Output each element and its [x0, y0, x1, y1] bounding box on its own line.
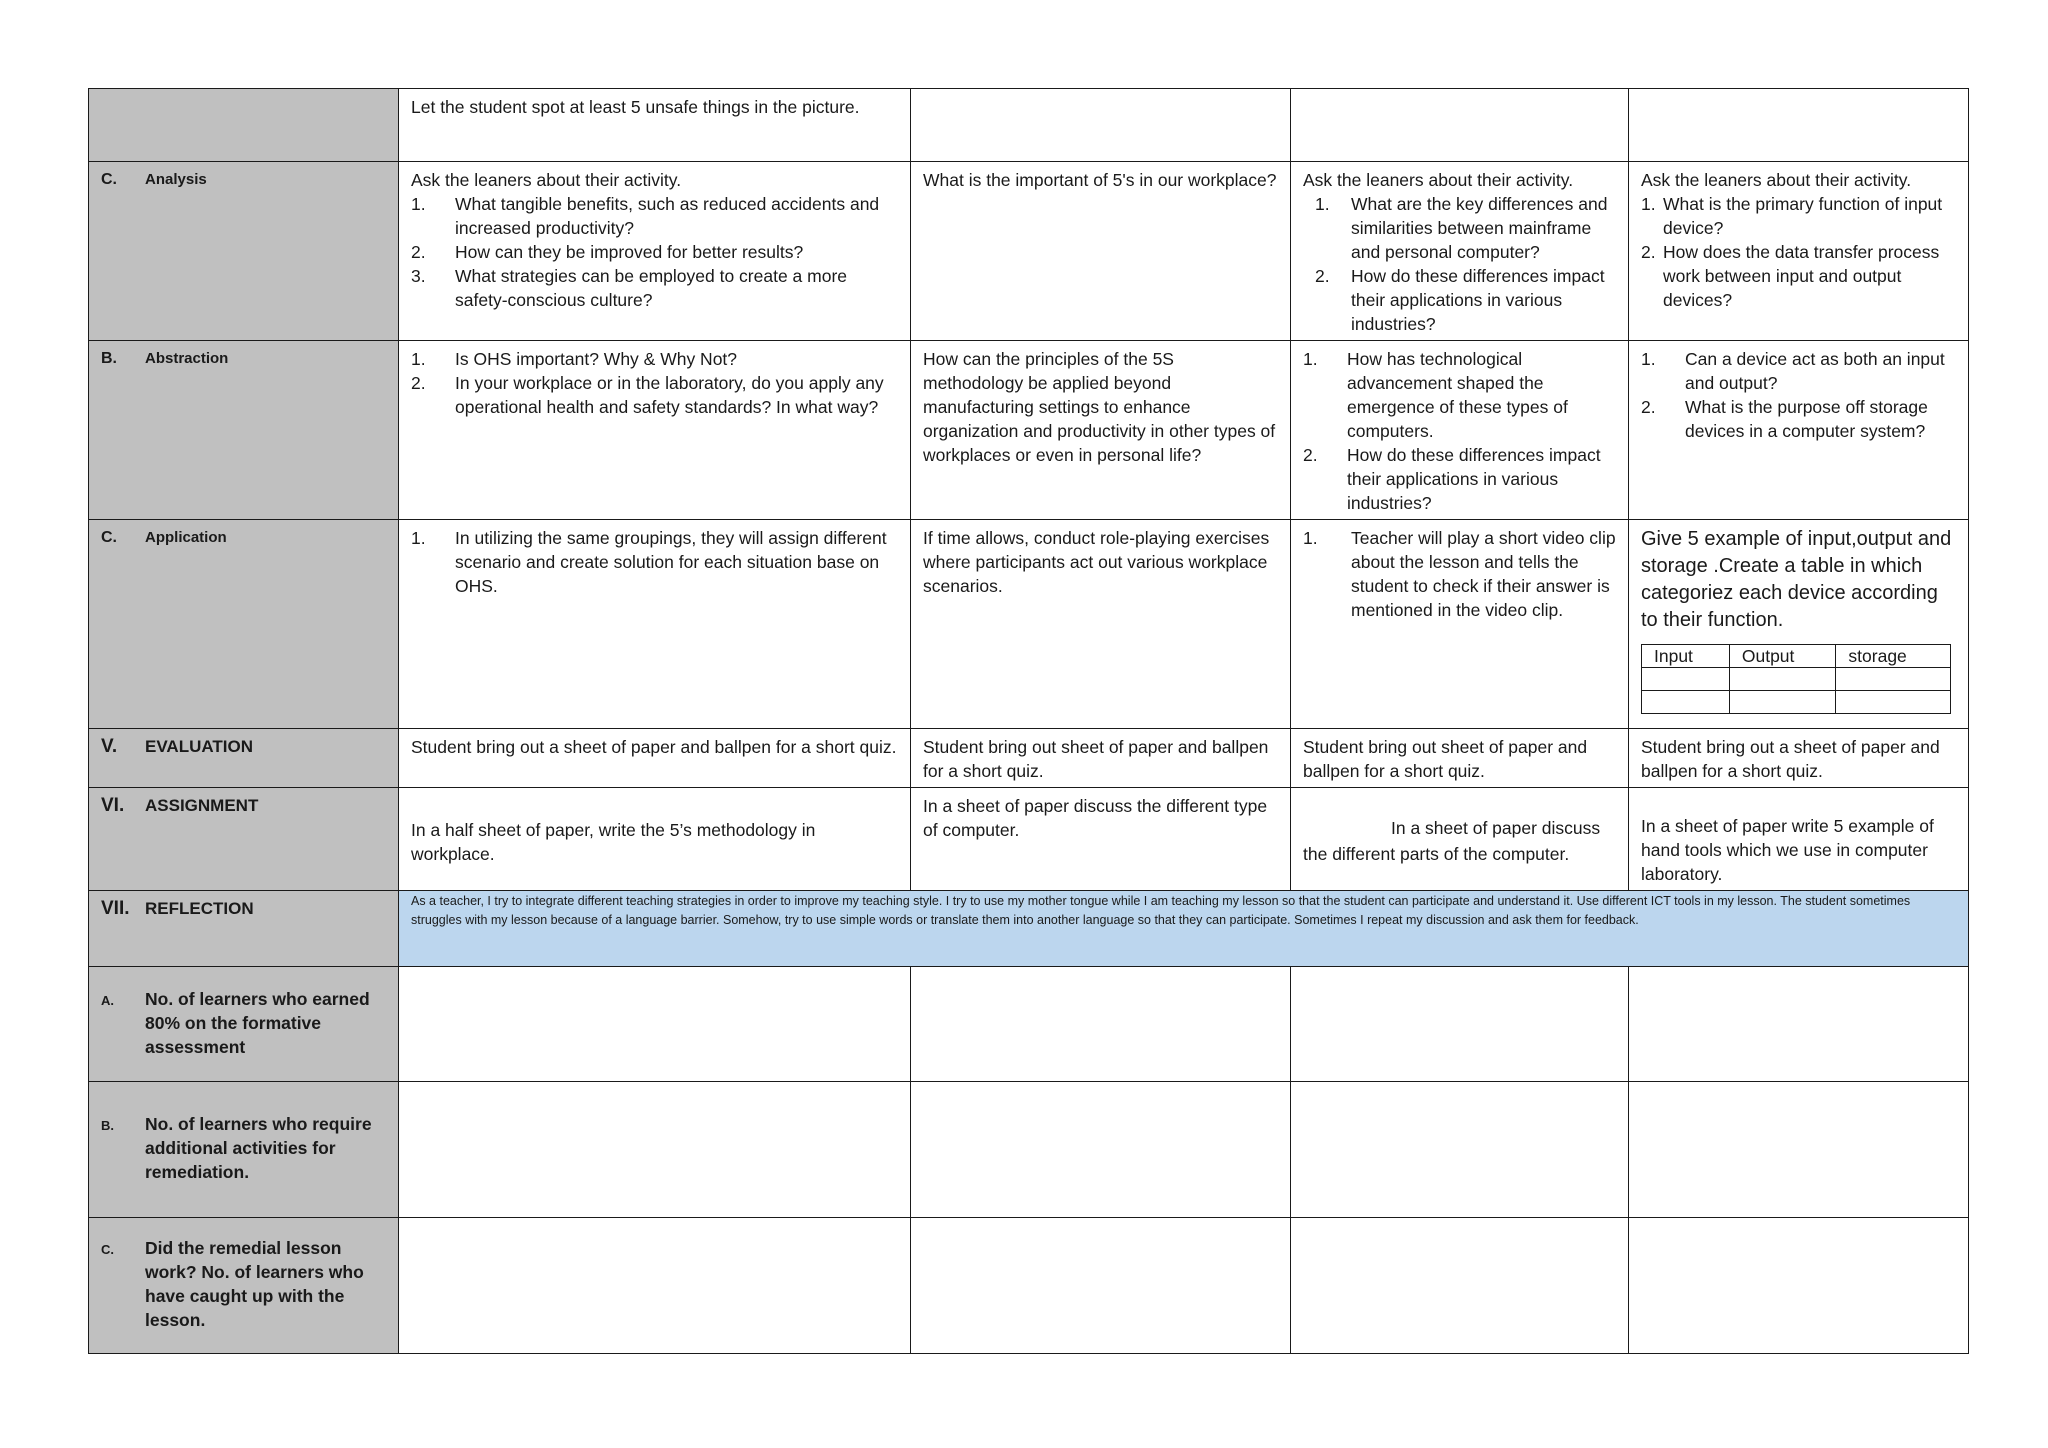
activity-row [89, 89, 1969, 162]
assignment-cell-day1 [399, 788, 911, 891]
remedial-work-label-cell [89, 1218, 399, 1354]
item-number: 1. [1315, 194, 1330, 214]
list-item [1303, 443, 1616, 515]
assignment-text: In a sheet of paper discuss the different type of computer. [923, 796, 1268, 840]
assignment-text: In a half sheet of paper, write the 5’s methodology in workplace. [411, 820, 816, 864]
item-text: Teacher will play a short video clip about the lesson and tells the student to check if their answer is mentioned in the video clip. [1351, 528, 1616, 620]
abstraction-cell-day4 [1629, 341, 1969, 520]
column-header: Output [1729, 645, 1836, 668]
item-number: 1. [411, 194, 426, 214]
table-cell [911, 1218, 1291, 1354]
table-cell [1642, 691, 1730, 714]
activity-cell-day3 [1291, 89, 1629, 162]
abstraction-row [89, 341, 1969, 520]
assignment-cell-day3 [1291, 788, 1629, 891]
table-cell [1729, 668, 1836, 691]
evaluation-text: Student bring out sheet of paper and ballpen for a short quiz. [1303, 737, 1588, 781]
item-text: What strategies can be employed to create a more safety-conscious culture? [455, 266, 848, 310]
reflection-text: As a teacher, I try to integrate different teaching strategies in order to improve my teaching style. I try to use my mother tongue while I am teaching my lesson so that the student can participate and understand it. Use different ICT tools in my lesson. The student sometimes struggles with my lesson because of a language barrier. Somehow, try to use simple words or translate them into another language so that they can participate. Sometimes I repeat my discussion and ask them for feedback. [411, 894, 1911, 927]
assignment-cell-day2 [911, 788, 1291, 891]
row-label-empty [89, 89, 399, 162]
table-cell [399, 1218, 911, 1354]
assignment-label-cell [89, 788, 399, 891]
application-cell-day1 [399, 520, 911, 729]
evaluation-cell-day2 [911, 729, 1291, 788]
row-letter: C. [101, 171, 117, 188]
table-cell [1629, 1082, 1969, 1218]
evaluation-text: Student bring out sheet of paper and ballpen for a short quiz. [923, 737, 1269, 781]
application-cell-day2 [911, 520, 1291, 729]
analysis-cell-day4 [1629, 162, 1969, 341]
analysis-cell-day1 [399, 162, 911, 341]
table-cell [911, 1082, 1291, 1218]
list-item [1641, 395, 1956, 443]
item-number: 2. [1641, 242, 1656, 262]
item-text: What are the key differences and similarities between mainframe and personal computer? [1351, 194, 1608, 262]
assignment-cell-day4 [1629, 788, 1969, 891]
row-letter: A. [101, 993, 114, 1008]
item-number: 1. [1303, 528, 1318, 548]
analysis-intro: Ask the leaners about their activity. [1641, 170, 1912, 190]
item-number: 2. [1641, 397, 1656, 417]
row-label: EVALUATION [145, 737, 253, 756]
table-cell [1836, 691, 1951, 714]
column-header: Input [1642, 645, 1730, 668]
activity-cell-day2 [911, 89, 1291, 162]
row-letter: B. [101, 1118, 114, 1133]
list-item [411, 192, 898, 240]
list-item [1315, 264, 1616, 336]
analysis-text: What is the important of 5's in our workplace? [923, 170, 1277, 190]
table-cell [1836, 668, 1951, 691]
table-cell [1629, 1218, 1969, 1354]
evaluation-row [89, 729, 1969, 788]
activity-cell-day4 [1629, 89, 1969, 162]
item-text: What is the primary function of input device? [1663, 194, 1943, 238]
evaluation-text: Student bring out a sheet of paper and ballpen for a short quiz. [1641, 737, 1940, 781]
list-item [1303, 526, 1616, 622]
column-header: storage [1836, 645, 1951, 668]
abstraction-label-cell [89, 341, 399, 520]
table-cell [1642, 668, 1730, 691]
evaluation-label-cell [89, 729, 399, 788]
analysis-cell-day2 [911, 162, 1291, 341]
row-roman: V. [101, 736, 118, 757]
table-cell [399, 967, 911, 1082]
item-number: 1. [1303, 349, 1318, 369]
item-number: 1. [1641, 349, 1656, 369]
learners-80-row [89, 967, 1969, 1082]
row-letter: B. [101, 350, 117, 367]
list-item [411, 264, 898, 312]
table-cell [399, 1082, 911, 1218]
item-text: Can a device act as both an input and output? [1685, 349, 1945, 393]
item-text: How has technological advancement shaped the emergence of these types of computers. [1347, 349, 1568, 441]
assignment-text-line1: In a sheet of paper discuss [1391, 818, 1601, 838]
analysis-row [89, 162, 1969, 341]
item-text: How does the data transfer process work between input and output devices? [1663, 242, 1940, 310]
item-text: Is OHS important? Why & Why Not? [455, 349, 738, 369]
row-roman: VII. [101, 898, 130, 919]
item-number: 2. [1303, 445, 1318, 465]
item-text: What is the purpose off storage devices in a computer system? [1685, 397, 1928, 441]
item-number: 1. [411, 528, 426, 548]
abstraction-text: How can the principles of the 5S methodology be applied beyond manufacturing settings to enhance organization and productivity in other types of workplaces or even in personal life? [923, 349, 1276, 465]
list-item [1303, 347, 1616, 443]
reflection-text-cell [399, 891, 1969, 967]
activity-text: Let the student spot at least 5 unsafe things in the picture. [411, 97, 860, 117]
item-number: 1. [1641, 194, 1656, 214]
item-text: How do these differences impact their applications in various industries? [1347, 445, 1601, 513]
row-label: Did the remedial lesson work? No. of learners who have caught up with the lesson. [145, 1238, 364, 1330]
application-text: If time allows, conduct role-playing exercises where participants act out various workplace scenarios. [923, 528, 1270, 596]
item-text: What tangible benefits, such as reduced accidents and increased productivity? [455, 194, 880, 238]
categorize-header-row [1642, 645, 1951, 668]
learners-80-label-cell [89, 967, 399, 1082]
item-number: 2. [411, 373, 426, 393]
evaluation-text: Student bring out a sheet of paper and ballpen for a short quiz. [411, 737, 897, 757]
application-cell-day4 [1629, 520, 1969, 729]
learners-remediation-label-cell [89, 1082, 399, 1218]
item-text: In utilizing the same groupings, they will assign different scenario and create solution for each situation base on OHS. [455, 528, 887, 596]
categorize-row [1642, 668, 1951, 691]
table-cell [1729, 691, 1836, 714]
row-label: Analysis [145, 171, 207, 188]
row-label: Application [145, 529, 227, 546]
analysis-intro: Ask the leaners about their activity. [1303, 170, 1574, 190]
list-item [1315, 192, 1616, 264]
table-cell [911, 967, 1291, 1082]
evaluation-cell-day4 [1629, 729, 1969, 788]
table-cell [1291, 1218, 1629, 1354]
abstraction-cell-day2 [911, 341, 1291, 520]
table-cell [1629, 967, 1969, 1082]
row-roman: VI. [101, 795, 125, 816]
abstraction-cell-day1 [399, 341, 911, 520]
daily-lesson-log-table [88, 88, 1969, 1354]
item-text: In your workplace or in the laboratory, do you apply any operational health and safety standards? In what way? [455, 373, 884, 417]
analysis-cell-day3 [1291, 162, 1629, 341]
list-item [411, 347, 898, 371]
categorize-row [1642, 691, 1951, 714]
row-label: ASSIGNMENT [145, 796, 259, 815]
item-number: 2. [411, 242, 426, 262]
row-label: No. of learners who require additional activities for remediation. [145, 1114, 372, 1182]
list-item [411, 371, 898, 419]
item-text: How can they be improved for better results? [455, 242, 804, 262]
item-number: 3. [411, 266, 426, 286]
list-item [411, 240, 898, 264]
reflection-label-cell [89, 891, 399, 967]
row-label: No. of learners who earned 80% on the formative assessment [145, 989, 370, 1057]
item-number: 2. [1315, 266, 1330, 286]
application-label-cell [89, 520, 399, 729]
application-row [89, 520, 1969, 729]
reflection-row [89, 891, 1969, 967]
list-item [411, 526, 898, 598]
row-letter: C. [101, 529, 117, 546]
list-item [1641, 192, 1956, 240]
activity-cell-day1 [399, 89, 911, 162]
evaluation-cell-day1 [399, 729, 911, 788]
application-instructions: Give 5 example of input,output and storage .Create a table in which categoriez each device according to their function. [1641, 528, 1952, 631]
row-label: REFLECTION [145, 899, 254, 918]
row-letter: C. [101, 1242, 114, 1257]
table-cell [1291, 1082, 1629, 1218]
row-label: Abstraction [145, 350, 229, 367]
item-number: 1. [411, 349, 426, 369]
abstraction-cell-day3 [1291, 341, 1629, 520]
list-item [1641, 347, 1956, 395]
learners-remediation-row [89, 1082, 1969, 1218]
table-cell [1291, 967, 1629, 1082]
evaluation-cell-day3 [1291, 729, 1629, 788]
assignment-row [89, 788, 1969, 891]
list-item [1641, 240, 1956, 312]
remedial-work-row [89, 1218, 1969, 1354]
assignment-text-line2: the different parts of the computer. [1303, 844, 1570, 864]
analysis-intro: Ask the leaners about their activity. [411, 170, 682, 190]
analysis-label-cell [89, 162, 399, 341]
application-cell-day3 [1291, 520, 1629, 729]
item-text: How do these differences impact their applications in various industries? [1351, 266, 1605, 334]
categorize-table [1641, 644, 1951, 714]
assignment-text: In a sheet of paper write 5 example of hand tools which we use in computer laboratory. [1641, 816, 1934, 884]
